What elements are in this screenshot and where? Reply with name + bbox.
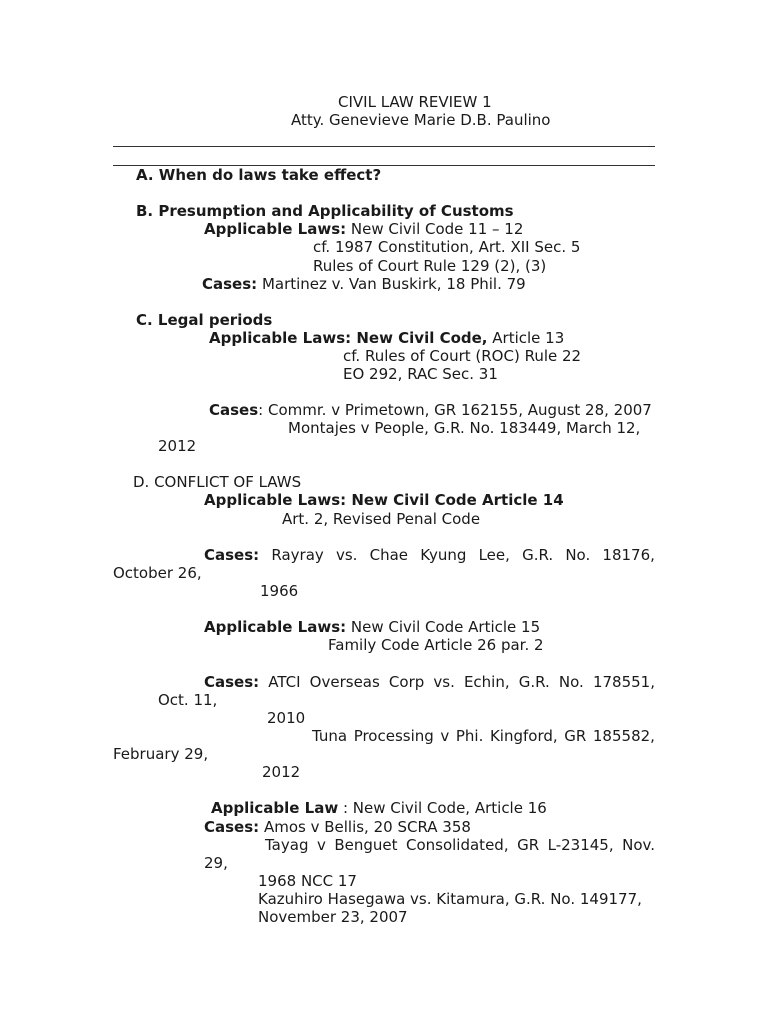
section-d-heading: D. CONFLICT OF LAWS <box>133 473 302 491</box>
laws-text: New Civil Code Article 15 <box>346 618 541 636</box>
section-c-law-line: cf. Rules of Court (ROC) Rule 22 <box>343 347 582 365</box>
case-word: ATCI <box>268 673 301 691</box>
case-word: Benguet <box>334 836 398 854</box>
case-word: Lee, <box>478 546 510 564</box>
section-c-law-line: EO 292, RAC Sec. 31 <box>343 365 498 383</box>
case-word: vs. <box>335 546 358 564</box>
case-word: Corp <box>388 673 425 691</box>
cases-label: Cases: <box>204 546 260 564</box>
case-word: Echin, <box>463 673 510 691</box>
case-word: v <box>316 836 326 854</box>
section-b-law-line: Rules of Court Rule 129 (2), (3) <box>313 257 547 275</box>
case-word: 18176, <box>602 546 655 564</box>
section-d-case-line: Oct. 11, <box>158 691 218 709</box>
laws-label: Applicable Laws: <box>204 618 347 636</box>
section-c-laws <box>209 329 564 347</box>
case-word: GR <box>564 727 587 745</box>
cases-text: : Commr. v Primetown, GR 162155, August 28, 2007 <box>258 401 652 419</box>
section-d-law-line: Family Code Article 26 par. 2 <box>328 636 544 654</box>
divider-top <box>113 146 655 147</box>
laws-label: Applicable Laws: <box>204 220 347 238</box>
case-word: v <box>440 727 450 745</box>
case-word: Chae <box>369 546 409 564</box>
cases-text: Amos v Bellis, 20 SCRA 358 <box>259 818 471 836</box>
cases-text: Martinez v. Van Buskirk, 18 Phil. 79 <box>257 275 526 293</box>
section-c-case-line: 2012 <box>158 437 197 455</box>
case-word: No. <box>565 546 591 564</box>
case-word: Kyung <box>420 546 467 564</box>
section-d-laws-2 <box>204 618 540 636</box>
section-d-cases-2 <box>204 673 655 691</box>
section-d-cases-1 <box>204 546 655 564</box>
case-word: GR <box>517 836 540 854</box>
case-word: 178551, <box>592 673 655 691</box>
case-word: Rayray <box>271 546 324 564</box>
section-b-cases <box>202 275 526 293</box>
case-word: Overseas <box>309 673 380 691</box>
cases-label: Cases: <box>204 673 260 691</box>
section-d-cases-2b <box>312 727 655 745</box>
case-word: G.R. <box>518 673 550 691</box>
section-d-cases-3b <box>265 836 655 854</box>
case-word: Phi. <box>455 727 484 745</box>
author-line: Atty. Genevieve Marie D.B. Paulino <box>291 111 551 129</box>
law-text: : New Civil Code, Article 16 <box>338 799 547 817</box>
section-b-laws <box>204 220 523 238</box>
section-b-law-line: cf. 1987 Constitution, Art. XII Sec. 5 <box>313 238 581 256</box>
case-word: Processing <box>353 727 434 745</box>
section-d-law-3 <box>211 799 547 817</box>
section-d-case-line: November 23, 2007 <box>258 908 408 926</box>
case-word: 185582, <box>592 727 655 745</box>
section-d-laws-label: Applicable Laws: New Civil Code Article 14 <box>204 491 564 509</box>
case-word: Tayag <box>265 836 309 854</box>
document-title: CIVIL LAW REVIEW 1 <box>338 93 492 111</box>
laws-text: Article 13 <box>487 329 565 347</box>
section-d-case-line: October 26, <box>113 564 202 582</box>
section-b-heading: B. Presumption and Applicability of Customs <box>136 202 514 220</box>
section-d-cases-3 <box>204 818 471 836</box>
section-d-case-line: February 29, <box>113 745 209 763</box>
case-word: No. <box>558 673 584 691</box>
case-word: Nov. <box>622 836 655 854</box>
section-d-case-line: Kazuhiro Hasegawa vs. Kitamura, G.R. No. 149177, <box>258 890 642 908</box>
section-d-case-line: 2012 <box>262 763 301 781</box>
case-word: Tuna <box>312 727 348 745</box>
section-d-case-line: 1966 <box>260 582 299 600</box>
section-d-case-line: 2010 <box>267 709 306 727</box>
case-word: L-23145, <box>547 836 614 854</box>
laws-text: New Civil Code 11 – 12 <box>346 220 524 238</box>
case-word: vs. <box>433 673 455 691</box>
laws-label: Applicable Laws: New Civil Code, <box>209 329 488 347</box>
cases-label: Cases: <box>202 275 258 293</box>
section-c-heading: C. Legal periods <box>136 311 273 329</box>
section-c-cases <box>209 401 652 419</box>
cases-label: Cases: <box>204 818 260 836</box>
cases-label: Cases <box>209 401 259 419</box>
section-d-case-line: 29, <box>204 854 228 872</box>
case-word: Kingford, <box>489 727 558 745</box>
section-d-case-line: 1968 NCC 17 <box>258 872 357 890</box>
section-a-heading: A. When do laws take effect? <box>136 166 382 184</box>
case-word: G.R. <box>522 546 554 564</box>
law-label: Applicable Law <box>211 799 339 817</box>
section-c-case-line: Montajes v People, G.R. No. 183449, March 12, <box>288 419 641 437</box>
section-d-law-line: Art. 2, Revised Penal Code <box>282 510 481 528</box>
case-word: Consolidated, <box>405 836 509 854</box>
